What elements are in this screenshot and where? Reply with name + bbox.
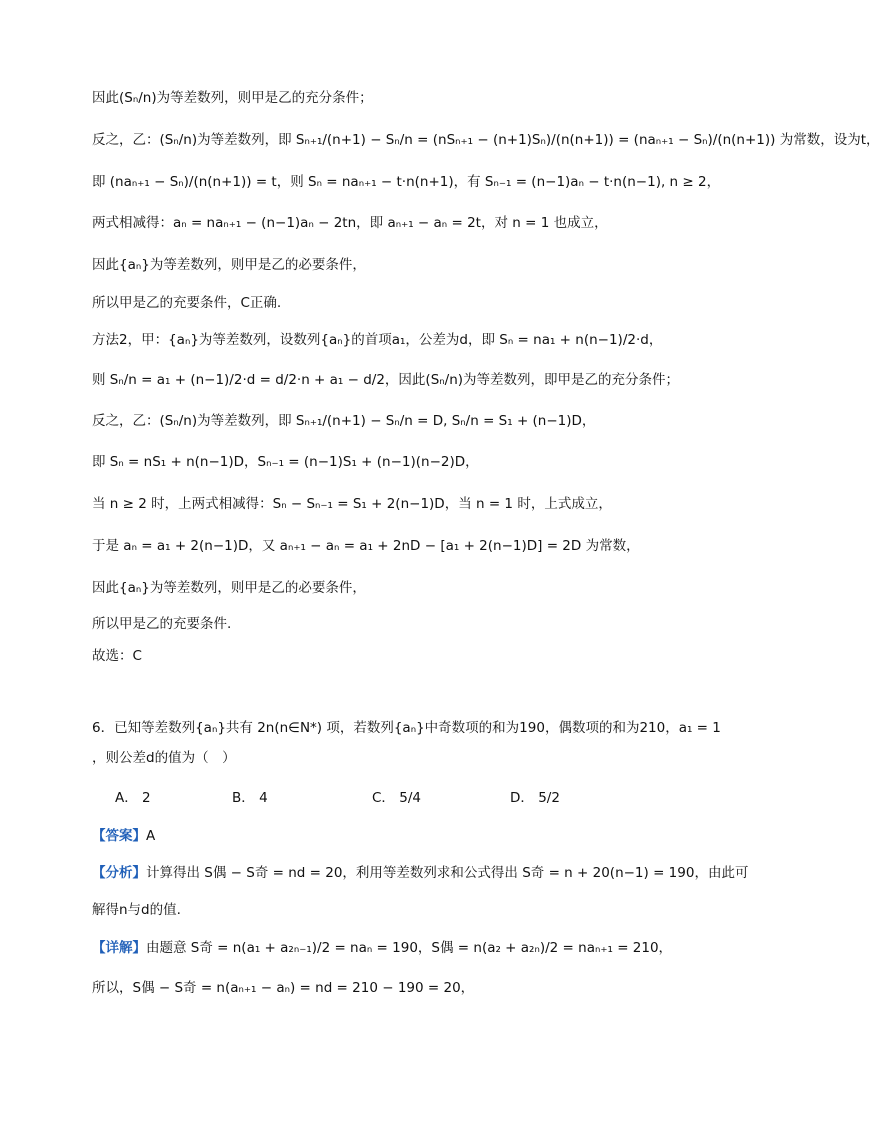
text-line-1: 因此(Sₙ/n)为等差数列，则甲是乙的充分条件； [92,90,373,106]
text-line-6: 所以甲是乙的充要条件，C正确. [92,295,282,311]
question-6-stem-cont: ，则公差d的值为（ ） [92,750,236,766]
answer-value: A [146,828,156,844]
answer-line [92,826,734,846]
analysis-tag: 【分析】 [92,865,146,881]
question-6-stem: 6．已知等差数列{aₙ}共有 2n(n∈N*) 项，若数列{aₙ}中奇数项的和为190，偶数项的和为210，a₁ = 1 [92,720,721,736]
option-c-value: 5/4 [399,790,421,806]
text-line-2: 反之，乙：(Sₙ/n)为等差数列，即 Sₙ₊₁/(n+1) − Sₙ/n = (nSₙ₊₁ − (n+1)Sₙ)/(n(n+1)) = (naₙ₊₁ − Sₙ)/(n(n+1)) 为常数，设为t， [92,132,880,148]
text-line-14: 所以甲是乙的充要条件. [92,616,232,632]
detail-tag: 【详解】 [92,940,146,956]
option-b [232,788,268,808]
text-line-13: 因此{aₙ}为等差数列，则甲是乙的必要条件， [92,580,366,596]
text-line-8: 则 Sₙ/n = a₁ + (n−1)/2·d = d/2·n + a₁ − d/2，因此(Sₙ/n)为等差数列，即甲是乙的充分条件； [92,372,680,388]
text-line-7: 方法2，甲：{aₙ}为等差数列，设数列{aₙ}的首项a₁，公差为d，即 Sₙ = na₁ + n(n−1)/2·d， [92,332,663,348]
analysis-line-2: 解得n与d的值. [92,902,181,918]
text-line-10: 即 Sₙ = nS₁ + n(n−1)D，Sₙ₋₁ = (n−1)S₁ + (n−1)(n−2)D， [92,454,479,470]
text-line-15: 故选：C [92,648,142,664]
text-line-5: 因此{aₙ}为等差数列，则甲是乙的必要条件， [92,257,366,273]
text-line-last: 所以，S偶 − S奇 = n(aₙ₊₁ − aₙ) = nd = 210 − 190 = 20， [92,980,475,996]
option-b-value: 4 [259,790,268,806]
answer-tag: 【答案】 [92,828,146,844]
detail-text: 由题意 S奇 = n(a₁ + a₂ₙ₋₁)/2 = naₙ = 190，S偶 = n(a₂ + a₂ₙ)/2 = naₙ₊₁ = 210， [146,940,673,956]
text-line-12: 于是 aₙ = a₁ + 2(n−1)D，又 aₙ₊₁ − aₙ = a₁ + 2nD − [a₁ + 2(n−1)D] = 2D 为常数， [92,538,640,554]
option-d-letter: D． [510,790,534,806]
option-c [372,788,421,808]
analysis-text: 计算得出 S偶 − S奇 = nd = 20，利用等差数列求和公式得出 S奇 = n + 20(n−1) = 190，由此可 [146,865,749,881]
option-a [115,788,151,808]
text-line-9: 反之，乙：(Sₙ/n)为等差数列，即 Sₙ₊₁/(n+1) − Sₙ/n = D, Sₙ/n = S₁ + (n−1)D， [92,413,596,429]
option-c-letter: C． [372,790,395,806]
option-a-letter: A． [115,790,138,806]
option-a-value: 2 [142,790,151,806]
option-d [510,788,560,808]
option-b-letter: B． [232,790,255,806]
text-line-11: 当 n ≥ 2 时，上两式相减得：Sₙ − Sₙ₋₁ = S₁ + 2(n−1)D，当 n = 1 时，上式成立， [92,496,612,512]
option-d-value: 5/2 [538,790,560,806]
detail-line [92,938,734,958]
analysis-line [92,863,749,883]
text-line-4: 两式相减得：aₙ = naₙ₊₁ − (n−1)aₙ − 2tn，即 aₙ₊₁ − aₙ = 2t，对 n = 1 也成立， [92,215,608,231]
text-line-3: 即 (naₙ₊₁ − Sₙ)/(n(n+1)) = t，则 Sₙ = naₙ₊₁ − t·n(n+1)，有 Sₙ₋₁ = (n−1)aₙ − t·n(n−1), n ≥ 2， [92,174,721,190]
